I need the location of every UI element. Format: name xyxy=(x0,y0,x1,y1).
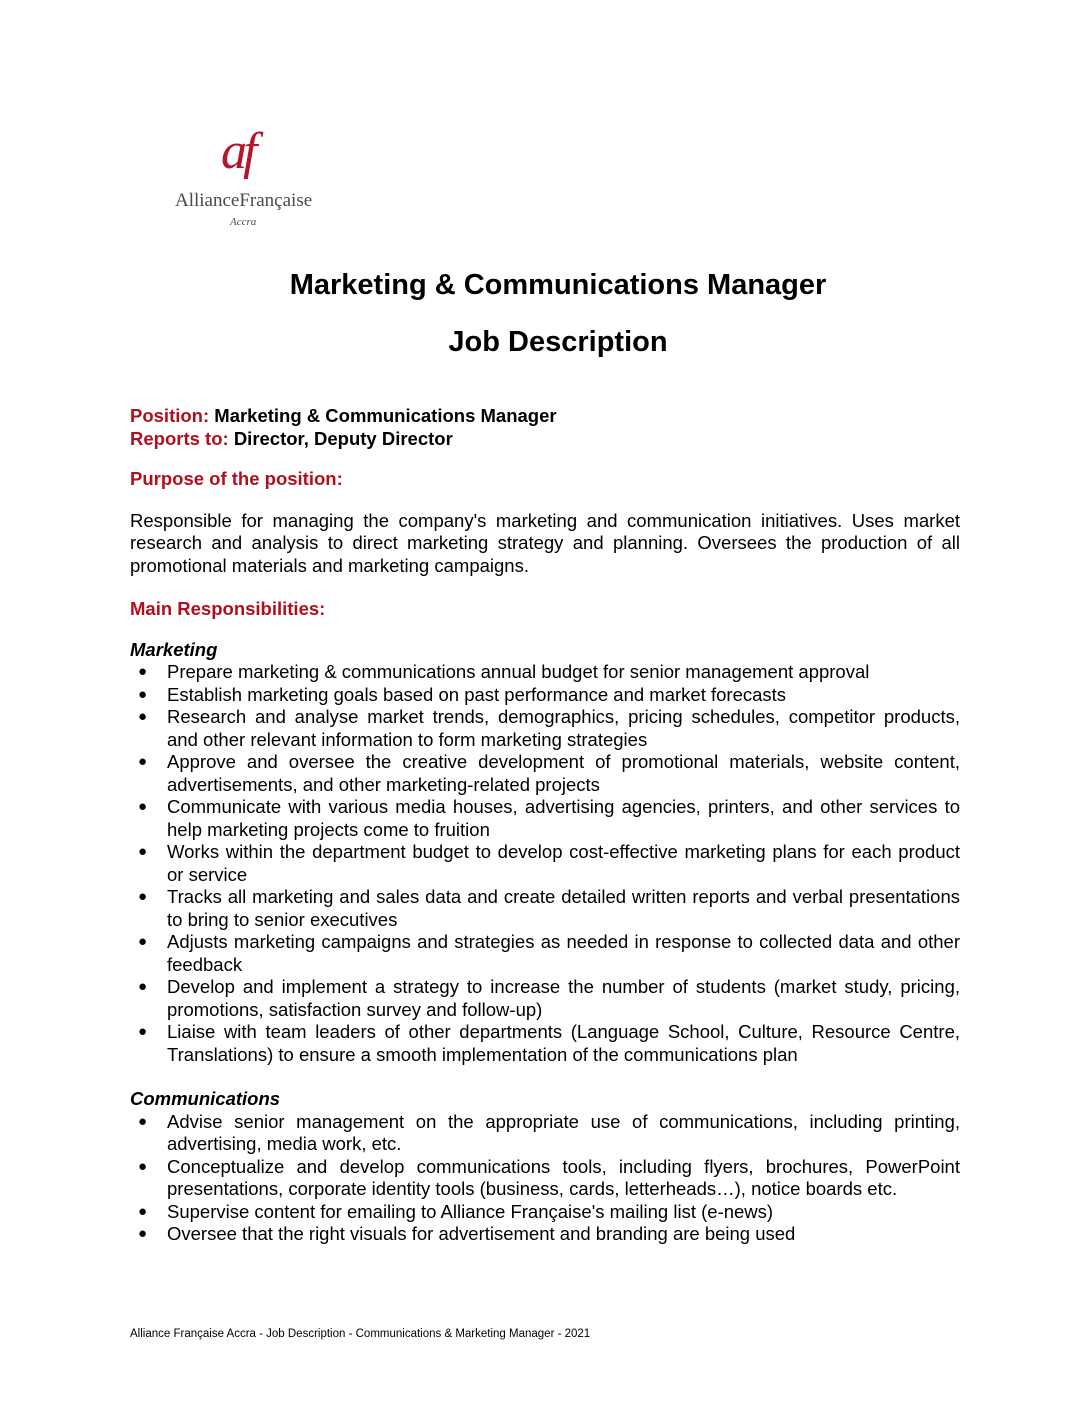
bullet-text: Advise senior management on the appropriate use of communications, including printing, advertising, media work, etc. xyxy=(167,1110,960,1154)
bullet-item xyxy=(130,706,960,751)
bullet-icon: ● xyxy=(138,888,148,905)
bullet-text: Conceptualize and develop communications tools, including flyers, brochures, PowerPoint presentations, corporate identity tools (business, cards, letterheads…), notice boards etc. xyxy=(167,1155,960,1199)
bullet-icon: ● xyxy=(138,663,148,680)
bullet-text: Supervise content for emailing to Alliance Française's mailing list (e-news) xyxy=(167,1200,774,1222)
bullet-icon: ● xyxy=(138,978,148,995)
bullet-text: Develop and implement a strategy to increase the number of students (market study, pricing, promotions, satisfaction survey and follow-up) xyxy=(167,976,960,1020)
alliance-francaise-logo xyxy=(164,123,334,230)
reports-to-line xyxy=(130,428,960,451)
bullet-text: Oversee that the right visuals for advertisement and branding are being used xyxy=(167,1223,796,1244)
responsibilities-heading: Main Responsibilities: xyxy=(130,598,326,619)
document-subtitle: Job Description xyxy=(448,326,668,358)
reports-to-value: Director, Deputy Director xyxy=(233,427,453,449)
bullet-icon: ● xyxy=(138,1202,148,1220)
bullet-text: Tracks all marketing and sales data and create detailed written reports and verbal presentations to bring to senior executives xyxy=(167,886,960,930)
position-line xyxy=(130,405,960,428)
bullet-text: Research and analyse market trends, demographics, pricing schedules, competitor products, and other relevant information to form marketing strategies xyxy=(167,706,960,750)
document-body xyxy=(130,405,960,1246)
purpose-text: Responsible for managing the company's marketing and communication initiatives. Uses market research and analysis to direct marketing strategy and planning. Oversees the production of all promotional materials and marketing campaigns. xyxy=(130,509,960,576)
page-footer: Alliance Française Accra - Job Description - Communications & Marketing Manager - 2021 xyxy=(130,1328,591,1340)
bullet-icon: ● xyxy=(138,798,148,815)
bullet-item xyxy=(130,661,960,684)
bullet-text: Approve and oversee the creative development of promotional materials, website content, advertisements, and other marketing-related projects xyxy=(167,751,960,795)
bullet-item xyxy=(130,931,960,976)
bullet-item xyxy=(130,1156,960,1201)
bullet-item xyxy=(130,751,960,796)
bullet-text: Communicate with various media houses, advertising agencies, printers, and other services to help marketing projects come to fruition xyxy=(167,796,960,840)
bullet-item xyxy=(130,1201,960,1224)
bullet-item xyxy=(130,976,960,1021)
bullet-text: Liaise with team leaders of other departments (Language School, Culture, Resource Centre, Translations) to ensure a smooth implementation of the communications plan xyxy=(167,1021,960,1065)
logo-city: Accra xyxy=(230,216,257,228)
communications-list xyxy=(130,1111,960,1246)
bullet-text: Adjusts marketing campaigns and strategies as needed in response to collected data and other feedback xyxy=(167,931,960,975)
bullet-item xyxy=(130,1021,960,1066)
bullet-icon: ● xyxy=(138,753,148,770)
bullet-icon: ● xyxy=(138,843,148,860)
bullet-icon: ● xyxy=(138,1112,148,1130)
position-label: Position: xyxy=(130,405,210,426)
bullet-item xyxy=(130,796,960,841)
communications-heading: Communications xyxy=(130,1088,281,1109)
document-title: Marketing & Communications Manager xyxy=(289,269,827,301)
purpose-heading: Purpose of the position: xyxy=(130,468,343,489)
bullet-item xyxy=(130,841,960,886)
bullet-icon: ● xyxy=(138,1023,148,1040)
bullet-text: Works within the department budget to develop cost-effective marketing plans for each product or service xyxy=(167,841,960,885)
marketing-list xyxy=(130,661,960,1066)
logo-name: AllianceFrançaise xyxy=(175,190,313,211)
bullet-item xyxy=(130,886,960,931)
bullet-icon: ● xyxy=(138,933,148,950)
bullet-item xyxy=(130,1111,960,1156)
bullet-text: Establish marketing goals based on past performance and market forecasts xyxy=(167,683,787,705)
bullet-text: Prepare marketing & communications annual budget for senior management approval xyxy=(167,661,870,682)
reports-to-label: Reports to: xyxy=(130,427,229,449)
marketing-heading: Marketing xyxy=(130,638,218,660)
bullet-icon: ● xyxy=(138,708,148,725)
bullet-icon: ● xyxy=(138,685,148,703)
position-value: Marketing & Communications Manager xyxy=(214,405,557,426)
bullet-icon: ● xyxy=(138,1225,148,1242)
logo-mark: af xyxy=(221,123,254,180)
bullet-item xyxy=(130,684,960,707)
bullet-icon: ● xyxy=(138,1157,148,1175)
bullet-item xyxy=(130,1223,960,1246)
